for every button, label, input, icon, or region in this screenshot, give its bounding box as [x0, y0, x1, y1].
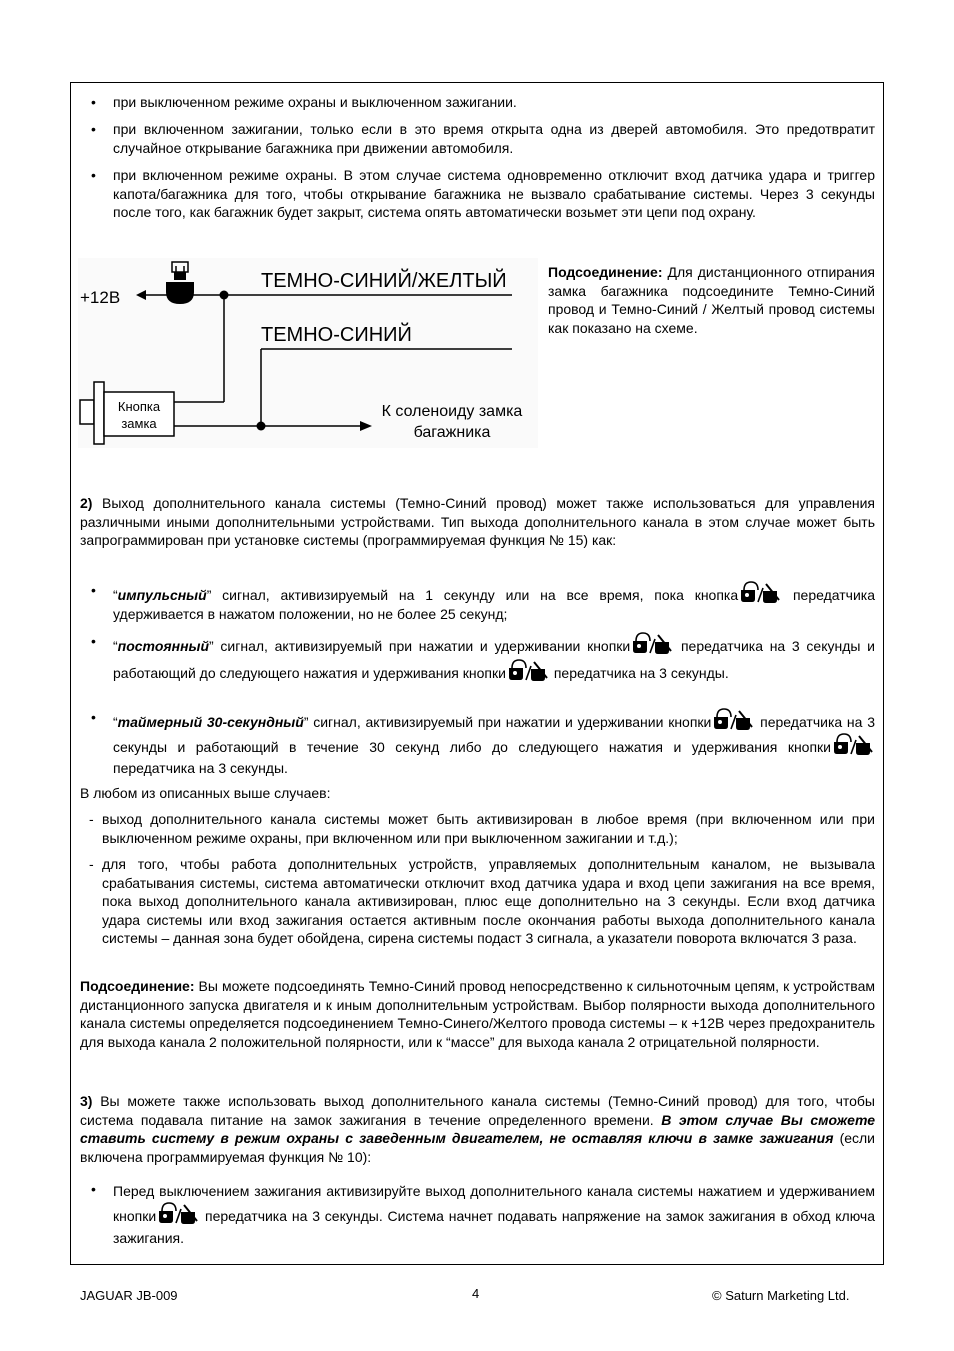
wire1-label: ТЕМНО-СИНИЙ/ЖЕЛТЫЙ — [261, 270, 507, 292]
mode-timer: “таймерный 30-секундный” сигнал, активизируемый при нажатии и удерживании кнопки передатчика на 3 секунды и работающий в течение 30 секунд либо до следующего нажатия и удерживания кнопки передатчика на 3 секунды. — [113, 708, 875, 779]
mode-impulse: “импульсный” сигнал, активизируемый на 1 секунду или на все время, пока кнопка передатчика удерживается в нажатом положении, но не более 25 секунд; — [113, 581, 875, 623]
bullet-marker: • — [91, 1181, 96, 1197]
final-bullet: Перед выключением зажигания активизируйте выход дополнительного канала системы нажатием и удерживанием кнопки передатчика на 3 секунды. Система начнет подавать напряжение на замок зажигания в обход ключа зажигания. — [113, 1183, 875, 1246]
wire2-label: ТЕМНО-СИНИЙ — [261, 324, 412, 346]
bullet-marker: • — [91, 709, 96, 725]
bullet-item: при включенном режиме охраны. В этом случае система одновременно отключит вход датчика удара и триггер капота/багажника для того, чтобы открывание багажника не вызвало срабатывание системы. Через 3 секунды после того, как багажник будет закрыт, система опять автоматически возьмет эти цепи под охрану. — [113, 167, 875, 221]
bullet-item: при включенном зажигании, только если в это время открыта одна из дверей автомобиля. Это предотвратит случайное открывание багажника при движении автомобиля. — [113, 121, 875, 156]
page-number: 4 — [472, 1286, 480, 1301]
lock-unlock-button-icon — [631, 632, 673, 654]
mode-constant: “постоянный” сигнал, активизируемый при нажатии и удерживании кнопки передатчика на 3 секунды и работающий до следующего нажатия и удерживания кнопки передатчика на 3 секунды. — [113, 632, 875, 686]
lock-unlock-button-icon — [507, 659, 549, 681]
lock-unlock-button-icon — [712, 708, 754, 730]
bullet-marker: • — [91, 633, 96, 649]
footer-copyright: © Saturn Marketing Ltd. — [712, 1288, 850, 1303]
footer-model: JAGUAR JB-009 — [80, 1288, 178, 1303]
bullet-marker: • — [91, 582, 96, 598]
solenoid-label-line1: К соленоиду замка — [381, 403, 523, 420]
bullet-item: при выключенном режиме охраны и выключенном зажигании. — [113, 94, 517, 110]
dash-marker: - — [89, 856, 94, 872]
connection-label: Подсоединение: — [548, 264, 663, 280]
connection-note-1: Подсоединение: Для дистанционного отпирания замка багажника подсоедините Темно-Синий провод и Темно-Синий / Желтый провод системы как показано на схеме. — [548, 264, 875, 336]
lock-unlock-button-icon — [739, 581, 781, 603]
lock-unlock-button-icon — [157, 1202, 199, 1224]
lock-unlock-button-icon — [832, 733, 874, 755]
plus12v-label: +12В — [80, 288, 121, 307]
button-label-line2: замка — [121, 416, 157, 431]
section-3-paragraph: 3) Вы можете также использовать выход дополнительного канала системы (Темно-Синий провод) для того, чтобы система подавала питание на замок зажигания в течение определенного времени. В этом случае Вы сможете ставить систему в режим охраны с заведенным двигателем, не оставляя ключи в замке зажигания (если включена программируемая функция № 10): — [80, 1093, 876, 1165]
connection-note-2: Подсоединение: Вы можете подсоединять Темно-Синий провод непосредственно к сильноточным цепям, к устройствам дистанционного запуска двигателя и к иным дополнительным устройствам. Выбор полярности выхода дополнительного канала системы определяется подсоединением Темно-Синего/Желтого провода системы – к +12В через предохранитель для выхода канала 2 положительной полярности, или к “массе” для выхода канала 2 отрицательной полярности. — [80, 978, 875, 1050]
wiring-diagram — [78, 258, 538, 448]
dash-marker: - — [89, 811, 94, 827]
bullet-marker: • — [91, 94, 96, 110]
dash-item: для того, чтобы работа дополнительных устройств, управляемых дополнительным каналом, не вызывала срабатывания системы, система автоматически отключит вход датчика удара и вход цепи зажигания на все время, пока выход дополнительного канала активизирован, плюс еще дополнительно на 3 секунды. Если вход датчика удара системы или вход зажигания остается активным после окончания работы выхода дополнительного канала системы – данная зона будет обойдена, сирена системы подаст 3 сигнала, а указатели поворота включатся 3 раза. — [102, 856, 875, 947]
section-2-paragraph: 2) Выход дополнительного канала системы (Темно-Синий провод) может также использоваться для управления различными иными дополнительными устройствами. Тип выхода дополнительного канала в этом случае может быть запрограммирован при установке системы (программируемая функция № 15) как: — [80, 495, 875, 549]
bullet-marker: • — [91, 121, 96, 137]
any-case-heading: В любом из описанных выше случаев: — [80, 785, 331, 801]
dash-item: выход дополнительного канала системы может быть активизирован в любое время (при включенном или при выключенном режиме охраны, при включенном или при выключенном зажигании и т.д.); — [102, 811, 875, 846]
bullet-marker: • — [91, 167, 96, 183]
button-label-line1: Кнопка — [117, 399, 161, 414]
solenoid-label-line2: багажника — [413, 424, 491, 441]
